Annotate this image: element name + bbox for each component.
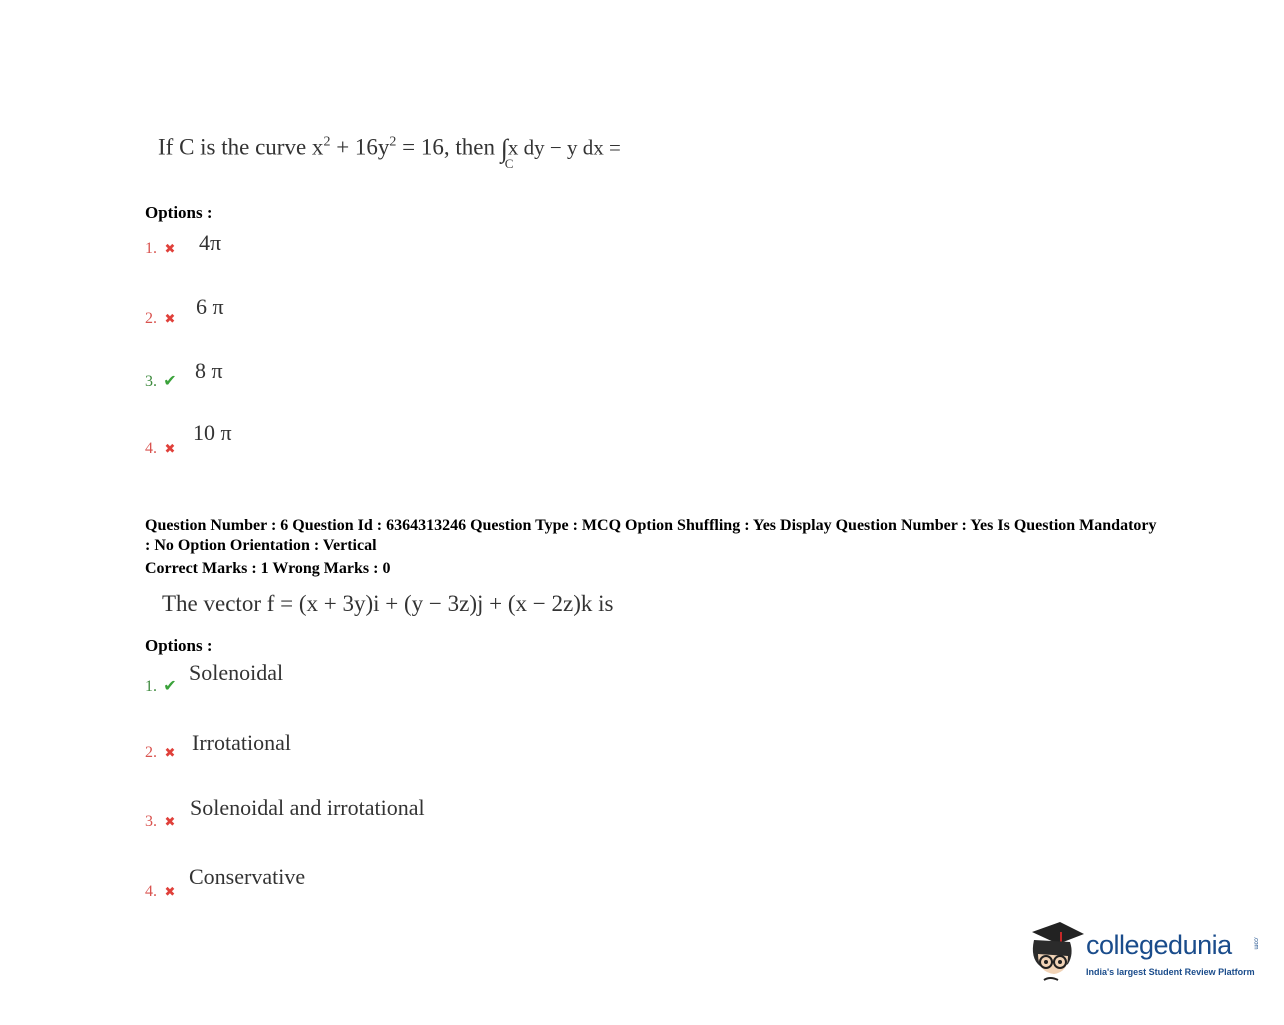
- wrong-mark-icon: ✖: [164, 441, 176, 456]
- option-text: 6 π: [196, 294, 224, 319]
- option-item[interactable]: 1. ✔: [145, 678, 177, 695]
- option-item[interactable]: 3. ✔: [145, 373, 177, 390]
- option-text: 10 π: [193, 420, 232, 445]
- wrong-mark-icon: ✖: [164, 311, 176, 326]
- option-text: 8 π: [195, 358, 223, 383]
- option-item[interactable]: 3. ✖: [145, 813, 176, 830]
- wrong-mark-icon: ✖: [164, 241, 176, 256]
- brand-tagline: India's largest Student Review Platform: [1086, 967, 1255, 977]
- question-meta: Question Number : 6 Question Id : 6364313246 Question Type : MCQ Option Shuffling : Yes Display Question Number : Yes Is Question Mandatory : No Option Orientation : Vertical: [145, 517, 1157, 554]
- option-text: Irrotational: [192, 730, 291, 755]
- question-6-text: The vector f = (x + 3y)i + (y − 3z)j + (x − 2z)k is: [162, 591, 614, 616]
- option-text: Conservative: [189, 864, 306, 889]
- wrong-mark-icon: ✖: [164, 884, 176, 899]
- question-5-text: If C is the curve $x^2 + 16y^2 = 16$, then ∫ C x dy − y dx =: [158, 134, 621, 171]
- brand-name: collegedunia: [1086, 930, 1232, 960]
- question-marks: Correct Marks : 1 Wrong Marks : 0: [145, 560, 391, 577]
- collegedunia-logo[interactable]: [1024, 918, 1264, 988]
- option-item[interactable]: 4. ✖: [145, 883, 176, 900]
- option-item[interactable]: 2. ✖: [145, 310, 176, 327]
- wrong-mark-icon: ✖: [164, 745, 176, 760]
- option-item[interactable]: 2. ✖: [145, 744, 176, 761]
- correct-check-icon: ✔: [163, 373, 177, 390]
- mascot-graduation-cap-icon: [1024, 918, 1086, 988]
- option-item[interactable]: 1. ✖: [145, 240, 176, 257]
- correct-check-icon: ✔: [163, 678, 177, 695]
- contour-integral: ∫ C: [500, 134, 514, 171]
- brand-suffix: .com: [1252, 936, 1259, 950]
- option-item[interactable]: 4. ✖: [145, 440, 176, 457]
- option-text: Solenoidal and irrotational: [190, 795, 425, 820]
- option-text: Solenoidal: [189, 660, 284, 685]
- option-text: 4π: [199, 230, 222, 255]
- options-label: Options :: [145, 203, 213, 222]
- options-label: Options :: [145, 636, 213, 655]
- wrong-mark-icon: ✖: [164, 814, 176, 829]
